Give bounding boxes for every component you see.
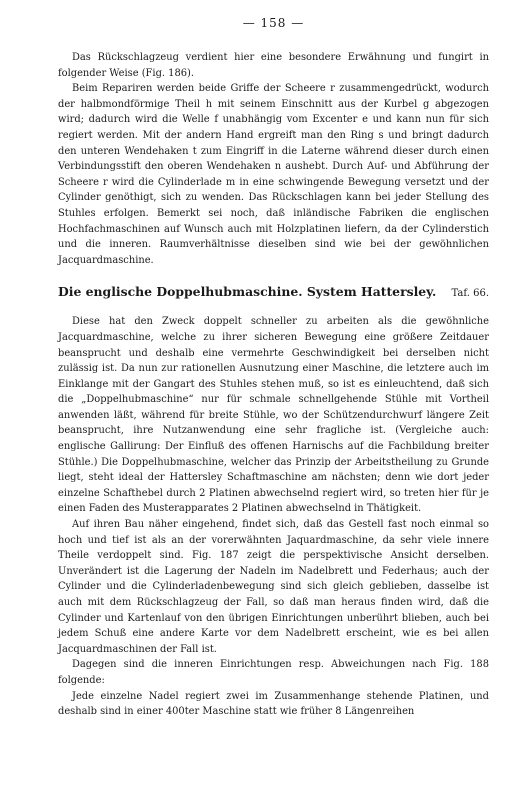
section-heading	[58, 284, 489, 302]
plate-reference: Taf. 66.	[451, 288, 489, 300]
intro-paragraph-1: Das Rückschlagzeug verdient hier eine besondere Erwähnung und fungirt in folgender Weise (Fig. 186).	[58, 52, 489, 79]
page-number: — 158 —	[242, 16, 305, 30]
section-paragraph-4: Jede einzelne Nadel regiert zwei im Zusammenhange stehende Platinen, und deshalb sind in einer 400ter Maschine statt wie früher 8 Längenreihen	[58, 690, 489, 718]
section-paragraph-3: Dagegen sind die inneren Einrichtungen resp. Abweichungen nach Fig. 188 folgende:	[58, 659, 489, 686]
section-title: Die englische Doppelhubmaschine. System Hattersley.	[58, 284, 437, 300]
section-paragraph-1: Diese hat den Zweck doppelt schneller zu arbeiten als die gewöhnliche Jacquardmaschine, welche zu ihrer sicheren Bewegung eine größere Zeitdauer beansprucht und deshalb eine vermehrte Geschwindigkeit bei derselben nicht zulässig ist. Da nun zur rationellen Ausnutzung einer Maschine, die letztere auch im Einklange mit der Gangart des Stuhles stehen muß, so ist es einleuchtend, daß sich die „Doppelhubmaschine“ nur für schmale schnellgehende Stühle mit Vortheil anwenden läßt, während für breite Stühle, wo der Schützendurchwurf längere Zeit beansprucht, ihre Nutzanwendung eine sehr fragliche ist. (Vergleiche auch: englische Gallirung: Der Einfluß des offenen Harnischs auf die Fachbildung breiter Stühle.) Die Doppelhubmaschine, welcher das Prinzip der Arbeitstheilung zu Grunde liegt, steht ideal der Hattersley Schaftmaschine am nächsten; denn wie dort jeder einzelne Schafthebel durch 2 Platinen abwechselnd regiert wird, so treten hier für je einen Faden des Musterapparates 2 Platinen abwechselnd in Thätigkeit.	[58, 316, 489, 515]
intro-paragraph-2: Beim Repariren werden beide Griffe der Scheere r zusammengedrückt, wodurch der halbmondförmige Theil h mit seinem Einschnitt aus der Kurbel g abgezogen wird; dadurch wird die Welle f unabhängig vom Excenter e und kann nun für sich regiert werden. Mit der andern Hand ergreift man den Ring s und bringt dadurch den unteren Wendehaken t zum Eingriff in die Laterne während dieser durch einen Verbindungsstift den oberen Wendehaken n aushebt. Durch Auf- und Abführung der Scheere r wird die Cylinderlade m in eine schwingende Bewegung versetzt und der Cylinder genöthigt, sich zu wenden. Das Rückschlagen kann bei jeder Stellung des Stuhles erfolgen. Bemerkt sei noch, daß inländische Fabriken die englischen Hochfachmaschinen auf Wunsch auch mit Holzplatinen liefern, da der Cylinderstich und die inneren. Raumverhältnisse dieselben sind wie bei der gewöhnlichen Jacquardmaschine.	[58, 83, 489, 266]
section-paragraph-2: Auf ihren Bau näher eingehend, findet sich, daß das Gestell fast noch einmal so hoch und tief ist als an der vorerwähnten Jaquardmaschine, da sehr viele innere Theile verdoppelt sind. Fig. 187 zeigt die perspektivische Ansicht derselben. Unverändert ist die Lagerung der Nadeln im Nadelbrett und Federhaus; auch der Cylinder und die Cylinderladenbewegung sind sich gleich geblieben, dasselbe ist auch mit dem Rückschlagzeug der Fall, so daß man heraus finden wird, daß die Cylinder und Kartenlauf von den übrigen Einrichtungen unberührt blieben, auch bei jedem Schuß eine andere Karte vor dem Nadelbrett erscheint, wie es bei allen Jacquardmaschinen der Fall ist.	[58, 519, 489, 655]
